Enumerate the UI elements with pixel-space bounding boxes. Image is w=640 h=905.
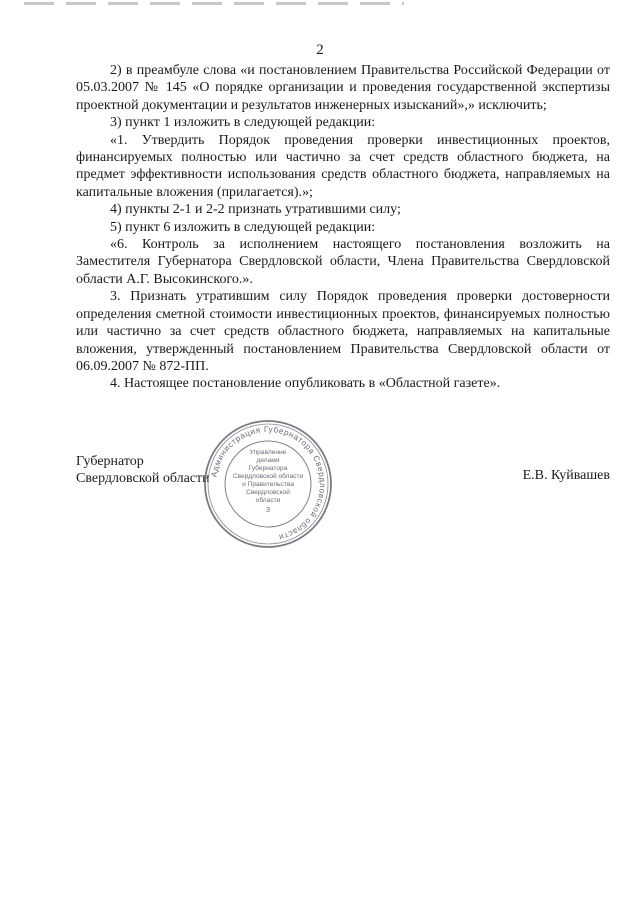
svg-text:Свердловской: Свердловской bbox=[246, 489, 290, 496]
paragraph-preamble-amendment: 2) в преамбуле слова «и постановлением Правительства Российской Федерации от 05.03.2007 № 145 «О порядке организации и проведения государственной экспертизы проектной документации и результатов инженерных изысканий»,» исключить; bbox=[76, 63, 610, 113]
svg-text:области: области bbox=[255, 497, 281, 504]
paragraph-section-3: 3. Признать утратившим силу Порядок проведения проверки достоверности определения сметной стоимости инвестиционных проектов, финансируемых полностью или частично за счет средств областного бюджета, направляемых на капитальные вложения, утвержденный постановлением Правительства Свердловской области от 06.09.2007 № 872-ПП. bbox=[76, 289, 610, 374]
svg-text:Управление: Управление bbox=[249, 449, 287, 456]
seal-outer-text: Администрация Губернатора Свердловской области bbox=[209, 424, 328, 542]
signer-title-line2: Свердловской области bbox=[76, 471, 210, 486]
paragraph-item-3: 3) пункт 1 изложить в следующей редакции: bbox=[110, 115, 376, 131]
svg-text:Свердловской области: Свердловской области bbox=[232, 473, 304, 480]
signer-title-line1: Губернатор bbox=[76, 454, 144, 469]
seal-inner-text bbox=[233, 449, 304, 514]
scan-header-artifact bbox=[24, 2, 404, 5]
paragraph-section-4: 4. Настоящее постановление опубликовать в «Областной газете». bbox=[110, 376, 501, 392]
seal-graphic bbox=[202, 418, 334, 550]
svg-text:и Правительства: и Правительства bbox=[242, 481, 294, 488]
page-number: 2 bbox=[316, 42, 324, 58]
svg-text:3: 3 bbox=[265, 505, 271, 514]
signer-name: Е.В. Куйвашев bbox=[522, 468, 610, 483]
paragraph-item-4: 4) пункты 2-1 и 2-2 признать утратившими силу; bbox=[110, 202, 401, 218]
svg-text:Губернатора: Губернатора bbox=[248, 465, 288, 472]
signature-block bbox=[76, 453, 610, 493]
document-body bbox=[76, 62, 610, 393]
paragraph-new-item-1: «1. Утвердить Порядок проведения проверки инвестиционных проектов, финансируемых полностью или частично за счет средств областного бюджета, на предмет эффективности использования средств областного бюджета, направляемых на капитальные вложения (прилагается).»; bbox=[76, 132, 610, 200]
official-seal-stamp bbox=[202, 418, 334, 550]
svg-text:делами: делами bbox=[256, 457, 280, 464]
paragraph-item-5: 5) пункт 6 изложить в следующей редакции: bbox=[110, 219, 376, 235]
paragraph-new-item-6: «6. Контроль за исполнением настоящего постановления возложить на Заместителя Губернатора Свердловской области, Члена Правительства Свердловской области А.Г. Высокинского.». bbox=[76, 237, 610, 287]
